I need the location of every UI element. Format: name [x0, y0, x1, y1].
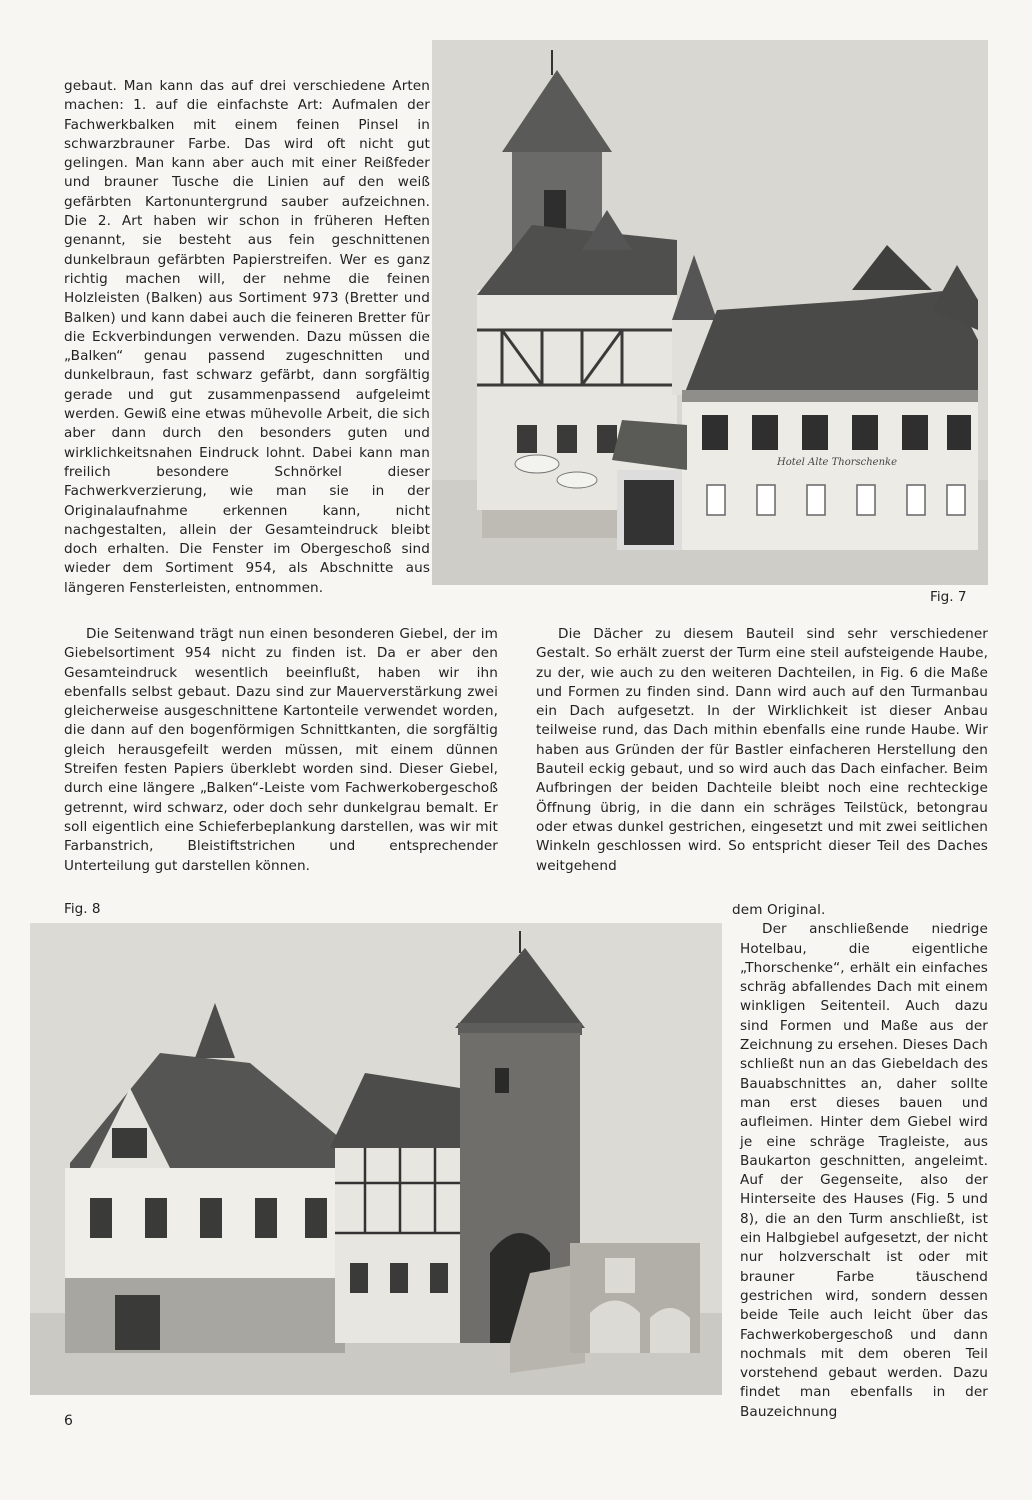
page-number: 6 — [64, 1413, 73, 1429]
text-column-right-middle — [536, 625, 988, 876]
paragraph: gebaut. Man kann das auf drei verschiedene Arten machen: 1. auf die einfachste Art: Aufmalen der Fachwerkbalken mit einem feinen Pinsel in schwarzbrauner Farbe. Das wird oft nicht gut gelingen. Man kann aber auch mit einer Reißfeder und brauner Tusche die Linien auf den weiß gefärbten Kartonuntergrund sauber aufzeichnen. Die 2. Art haben wir schon in früheren Heften genannt, sie besteht aus fein geschnittenen dunkelbraun gefärbten Papierstreifen. Wer es ganz richtig machen will, der nehme die feinen Holzleisten (Balken) aus Sortiment 973 (Bretter und Balken) und kann dabei auch die feineren Bretter für die Eckverbindungen verwenden. Dazu müssen die „Balken“ genau passend zugeschnitten und dunkelbraun, fast schwarz gefärbt, dann sorgfältig gerade und gut zusammenpassend aufgeleimt werden. Gewiß eine etwas mühevolle Arbeit, die sich aber dann durch den besonders guten und wirklichkeitsnahen Eindruck lohnt. Dabei kann man freilich besondere Schnörkel dieser Fachwerkverzierung, wie man sie in der Originalaufnahme erkennen kann, nicht nachgestalten, allein der Gesamteindruck bleibt doch erhalten. Die Fenster im Obergeschoß sind wieder dem Sortiment 954, als Abschnitte aus längeren Fensterleisten, entnommen. — [64, 78, 430, 596]
text-column-right-bottom — [732, 901, 988, 1422]
text-column-left-top — [64, 77, 430, 598]
figure-7-caption: Fig. 7 — [930, 589, 967, 605]
figure-8-caption: Fig. 8 — [64, 901, 101, 917]
text-column-left-middle — [64, 625, 498, 876]
figure-7-photo — [432, 40, 988, 585]
hotel-sign-text: Hotel Alte Thorschenke — [777, 457, 898, 468]
figure-8-photo — [30, 923, 722, 1395]
paragraph: Die Dächer zu diesem Bauteil sind sehr verschiedener Gestalt. So erhält zuerst der Turm eine steil aufsteigende Haube, zu der, wie auch zu den weiteren Dachteilen, in Fig. 6 die Maße und Formen zu finden sind. Dann wird auch auf den Turmanbau ein Dach aufgesetzt. In der Wirklichkeit ist dieser Anbau teilweise rund, das Dach mithin ebenfalls eine runde Haube. Wir haben aus Gründen der für Bastler einfacheren Herstellung den Bauteil eckig gebaut, und so wird auch das Dach einfacher. Beim Aufbringen der beiden Dachteile bleibt noch eine rechteckige Öffnung übrig, in die dann ein schräges Teilstück, betongrau oder etwas dunkel gestrichen, eingesetzt und mit zwei seitlichen Winkeln geschlossen wird. So entspricht dieser Teil des Daches weitgehend — [536, 626, 988, 874]
figure-7-illustration — [432, 40, 988, 585]
paragraph: dem Original. — [732, 902, 826, 918]
paragraph: Die Seitenwand trägt nun einen besonderen Giebel, der im Giebelsortiment 954 nicht zu finden ist. Da er aber den Gesamteindruck wesentlich beeinflußt, haben wir ihn ebenfalls selbst gebaut. Dazu sind zur Mauerverstärkung zwei gleicherweise ausgeschnittene Kartonteile verwendet worden, die dann auf den bogenförmigen Schnittkanten, die sorgfältig gleich herausgefeilt werden müssen, mit einem dünnen Streifen festen Papiers überklebt worden sind. Dieser Giebel, durch eine längere „Balken“-Leiste vom Fachwerkobergeschoß getrennt, wird schwarz, oder doch sehr dunkelgrau bemalt. Er soll eigentlich eine Schieferbeplankung darstellen, was wir mit Farbanstrich, Bleistiftstrichen und entsprechender Unterteilung gut darstellen können. — [64, 626, 498, 874]
paragraph: Der anschließende niedrige Hotelbau, die eigentliche „Thorschenke“, erhält ein einfaches schräg abfallendes Dach mit einem winkligen Seitenteil. Auch dazu sind Formen und Maße aus der Zeichnung zu ersehen. Dieses Dach schließt nun an das Giebeldach des Bauabschnittes an, daher sollte man erst dieses bauen und aufleimen. Hinter dem Giebel wird je eine schräge Tragleiste, aus Baukarton geschnitten, angeleimt. Auf der Gegenseite, also der Hinterseite des Hauses (Fig. 5 und 8), die an den Turm anschließt, ist ein Halbgiebel aufgesetzt, der nicht nur holzverschalt ist oder mit brauner Farbe täuschend gestrichen wird, sondern dessen beide Teile auch leicht über das Fachwerkobergeschoß und dann nochmals mit dem oberen Teil vorstehend gebaut werden. Dazu findet man ebenfalls in der Bauzeichnung — [740, 921, 988, 1420]
figure-8-illustration — [30, 923, 722, 1395]
